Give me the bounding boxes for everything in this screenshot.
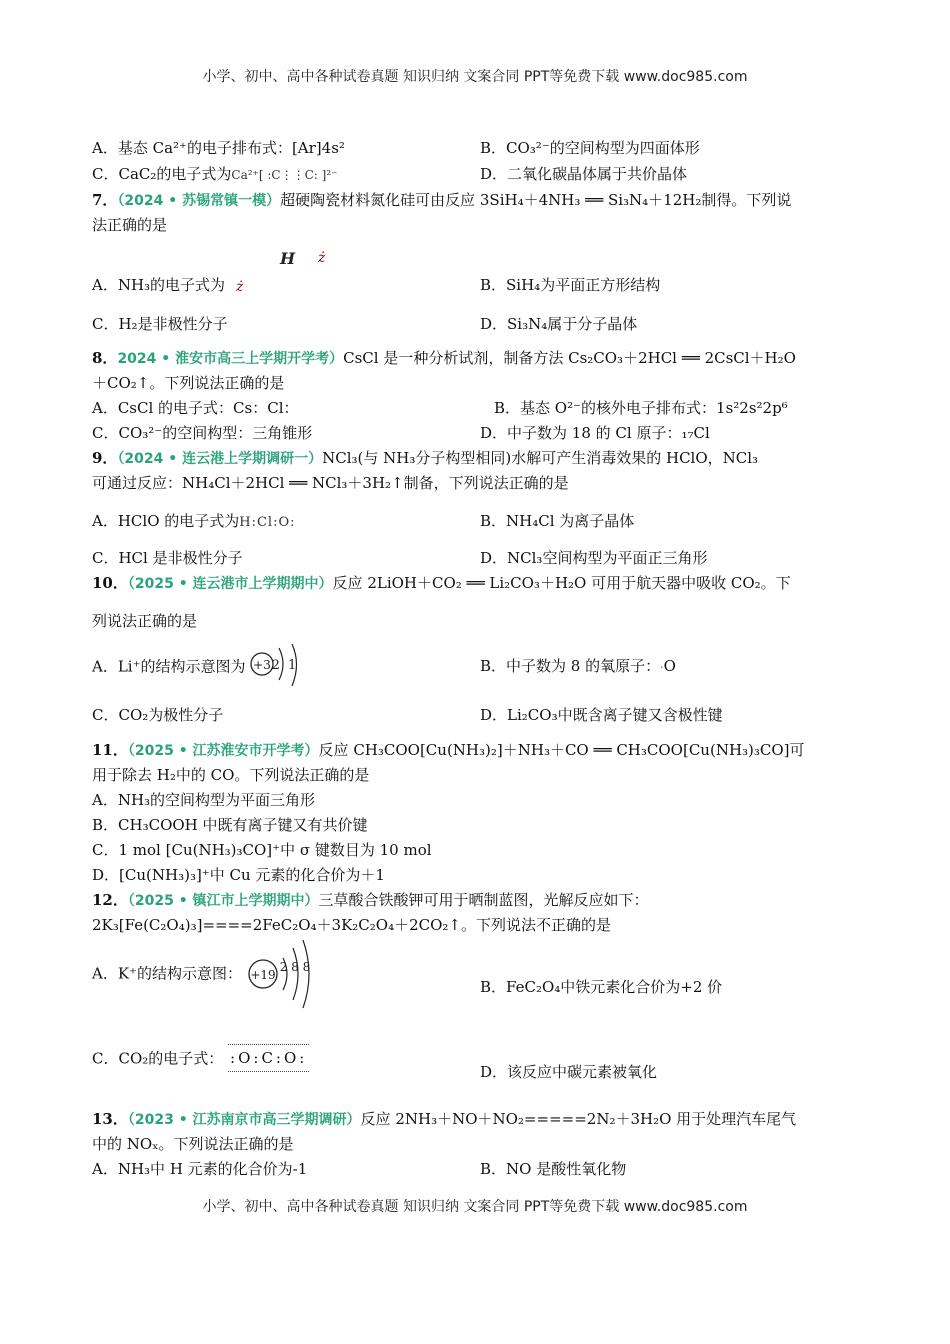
nh3-dot-fragment-bottom [230, 277, 254, 295]
q7-option-b: B．SiH₄为平面正方形结构 [480, 276, 661, 294]
q9-option-a [92, 510, 296, 531]
q9-number: 9． [92, 449, 118, 467]
q8-option-d: D．中子数为 18 的 Cl 原子：₁₇Cl [480, 424, 710, 442]
q7-option-a-text: A．NH₃的电子式为 [92, 276, 226, 294]
q11-stem-line1 [92, 739, 805, 760]
q10-option-d: D．Li₂CO₃中既含离子键又含极性键 [480, 706, 723, 724]
q9-stem-line2: 可通过反应：NH₄Cl＋2HCl ══ NCl₃＋3H₂↑制备，下列说法正确的是 [92, 474, 569, 492]
q11-option-a: A．NH₃的空间构型为平面三角形 [92, 791, 316, 809]
q12-option-c-text: C．CO₂的电子式： [92, 1049, 224, 1068]
q8-stem-line1 [92, 347, 796, 368]
page-header: 小学、初中、高中各种试卷真题 知识归纳 文案合同 PPT等免费下载 www.doc985.com [202, 69, 748, 85]
k-shells-label: 2 8 8 [279, 960, 311, 974]
q7-number: 7． [92, 191, 118, 209]
q7-stem1: 超硬陶瓷材料氮化硅可由反应 3SiH₄＋4NH₃ ══ Si₃N₄＋12H₂制得。下列说 [280, 191, 792, 209]
q8-option-a: A．CsCl 的电子式：Cs：Cl： [92, 399, 299, 417]
q12-option-d: D．该反应中碳元素被氧化 [480, 1063, 658, 1081]
q9-stem-line1 [92, 447, 758, 468]
q6-option-d: D．二氧化碳晶体属于共价晶体 [480, 165, 688, 183]
q8-number: 8． [92, 349, 118, 367]
q6-cac2-formula: Ca²⁺[ :C⋮⋮C: ]²⁻ [231, 168, 338, 182]
page-footer: 小学、初中、高中各种试卷真题 知识归纳 文案合同 PPT等免费下载 www.doc985.com [202, 1199, 748, 1215]
q7-stem-line1 [92, 189, 791, 210]
q6-option-c-text: C．CaC₂的电子式为 [92, 165, 232, 183]
oxygen-isotope-prefix-mark: ⋅ [660, 661, 664, 674]
nh3-dot-fragment-top [270, 248, 350, 268]
q10-option-a [92, 642, 306, 690]
q13-number: 13． [92, 1110, 128, 1128]
q13-option-b: B．NO 是酸性氧化物 [480, 1160, 627, 1178]
nh3-electron-dot-image-top [270, 248, 350, 272]
q10-option-b-text: B．中子数为 8 的氧原子： [480, 657, 661, 675]
q10-option-c: C．CO₂为极性分子 [92, 706, 224, 724]
q13-option-a: A．NH₃中 H 元素的化合价为-1 [92, 1160, 308, 1178]
q10-option-a-text: A．Li⁺的结构示意图为 [92, 657, 246, 676]
q13-source: （2023 • 江苏南京市高三学期调研） [127, 1112, 361, 1128]
q8-option-b: B．基态 O²⁻的核外电子排布式：1s²2s²2p⁶ [494, 399, 788, 417]
hclo-electron-formula: H:Cl:O: [239, 515, 296, 530]
q6-option-a: A．基态 Ca²⁺的电子排布式：[Ar]4s² [92, 139, 345, 157]
q12-option-a [92, 936, 321, 1010]
q13-stem-line1 [92, 1108, 796, 1129]
q10-stem-line2: 列说法正确的是 [92, 612, 198, 630]
q9-option-c: C．HCl 是非极性分子 [92, 549, 243, 567]
q9-option-d: D．NCl₃空间构型为平面正三角形 [480, 549, 708, 567]
q11-option-b: B．CH₃COOH 中既有离子键又有共价键 [92, 816, 368, 834]
q11-number: 11． [92, 741, 128, 759]
q13-stem-line2: 中的 NOₓ。下列说法正确的是 [92, 1135, 294, 1153]
q6-option-b: B．CO₃²⁻的空间构型为四面体形 [480, 139, 700, 157]
q7-source: （2024 • 苏锡常镇一模） [117, 193, 281, 209]
q11-option-d: D．[Cu(NH₃)₃]⁺中 Cu 元素的化合价为＋1 [92, 866, 385, 884]
q10-option-b [480, 655, 676, 676]
q12-stem1: 三草酸合铁酸钾可用于晒制蓝图，光解反应如下： [318, 891, 649, 909]
k-nucleus-label: +19 [250, 968, 276, 982]
q9-source: （2024 • 连云港上学期调研一） [117, 451, 323, 467]
q7-option-d: D．Si₃N₄属于分子晶体 [480, 315, 638, 333]
li-nucleus-label: +3 [253, 658, 272, 672]
k-ion-structure-diagram [247, 936, 321, 1010]
q12-number: 12． [92, 891, 128, 909]
q12-option-b: B．FeC₂O₄中铁元素化合价为+2 价 [480, 978, 723, 996]
q13-stem1: 反应 2NH₃＋NO＋NO₂=====2N₂＋3H₂O 用于处理汽车尾气 [360, 1110, 797, 1128]
q10-number: 10． [92, 574, 128, 592]
q11-stem-line2: 用于除去 H₂中的 CO。下列说法正确的是 [92, 766, 370, 784]
q10-source: （2025 • 连云港市上学期期中） [127, 576, 333, 592]
q12-stem-line1 [92, 889, 649, 910]
q7-option-a [92, 274, 254, 295]
q10-stem-line1 [92, 572, 791, 593]
q8-source: 2024 • 淮安市高三上学期开学考） [117, 351, 344, 367]
svg-text:H: H [280, 249, 296, 268]
q8-option-c: C．CO₃²⁻的空间构型：三角锥形 [92, 424, 313, 442]
li-shells-label: 2 1 [271, 658, 299, 673]
svg-text:ż: ż [235, 279, 244, 295]
q11-stem1: 反应 CH₃COO[Cu(NH₃)₂]＋NH₃＋CO ══ CH₃COO[Cu(NH₃)₃CO]可 [318, 741, 805, 759]
q8-stem-line2: ＋CO₂↑。下列说法正确的是 [92, 374, 285, 392]
q9-stem1: NCl₃(与 NH₃分子构型相同)水解可产生消毒效果的 HClO，NCl₃ [322, 449, 759, 467]
svg-text:ż: ż [318, 250, 326, 266]
q12-option-a-text: A．K⁺的结构示意图： [92, 964, 242, 983]
q7-option-c: C．H₂是非极性分子 [92, 315, 228, 333]
q6-option-c [92, 163, 337, 184]
li-ion-structure-diagram [250, 642, 306, 690]
q12-option-c [92, 1044, 309, 1072]
q9-option-a-text: A．HClO 的电子式为 [92, 512, 240, 530]
q10-stem1: 反应 2LiOH＋CO₂ ══ Li₂CO₃＋H₂O 可用于航天器中吸收 CO₂。下 [332, 574, 791, 592]
oxygen-symbol: O [663, 657, 676, 675]
q11-source: （2025 • 江苏淮安市开学考） [127, 743, 319, 759]
q9-option-b: B．NH₄Cl 为离子晶体 [480, 512, 635, 530]
q8-stem1: CsCl 是一种分析试剂，制备方法 Cs₂CO₃＋2HCl ══ 2CsCl＋H₂O [343, 349, 796, 367]
q12-stem-line2: 2K₃[Fe(C₂O₄)₃]====2FeC₂O₄＋3K₂C₂O₄＋2CO₂↑。下列说法不正确的是 [92, 916, 611, 934]
q12-source: （2025 • 镇江市上学期期中） [127, 893, 319, 909]
q7-stem-line2: 法正确的是 [92, 216, 168, 234]
q11-option-c: C．1 mol [Cu(NH₃)₃CO]⁺中 σ 键数目为 10 mol [92, 841, 432, 859]
co2-electron-formula: :O:C:O: [228, 1044, 309, 1072]
